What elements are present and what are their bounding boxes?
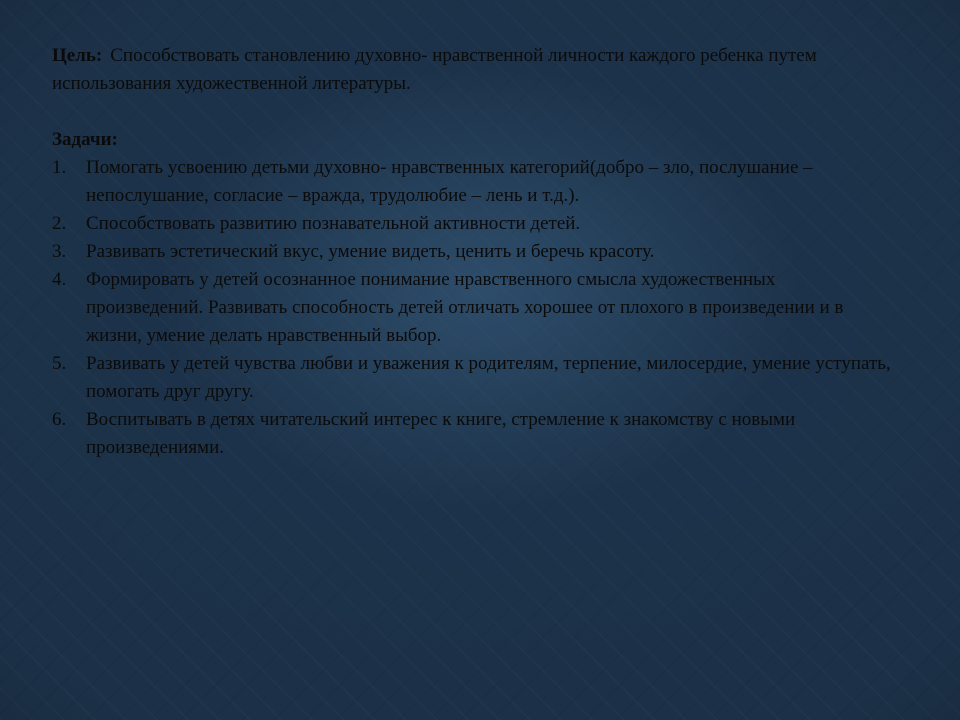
task-item-2 bbox=[52, 210, 892, 238]
task-item-6 bbox=[52, 406, 892, 462]
slide-content bbox=[52, 42, 892, 462]
task-text: Способствовать развитию познавательной активности детей. bbox=[86, 213, 581, 234]
task-number: 4. bbox=[52, 269, 67, 290]
tasks-heading: Задачи: bbox=[52, 129, 118, 150]
task-text: Развивать у детей чувства любви и уважения к родителям, терпение, милосердие, умение уступать, помогать друг другу. bbox=[86, 353, 891, 402]
goal-paragraph bbox=[52, 42, 892, 98]
task-item-3 bbox=[52, 238, 892, 266]
task-number: 3. bbox=[52, 241, 67, 262]
task-number: 2. bbox=[52, 213, 67, 234]
task-number: 5. bbox=[52, 353, 67, 374]
task-text: Формировать у детей осознанное понимание нравственного смысла художественных произведений. Развивать способность детей отличать хорошее от плохого в произведении и в жизни, умение делать нравственный выбор. bbox=[86, 269, 844, 346]
spacer bbox=[52, 98, 892, 126]
tasks-list bbox=[52, 154, 892, 462]
task-item-5 bbox=[52, 350, 892, 406]
task-number: 1. bbox=[52, 157, 67, 178]
task-text: Развивать эстетический вкус, умение видеть, ценить и беречь красоту. bbox=[86, 241, 655, 262]
task-text: Воспитывать в детях читательский интерес к книге, стремление к знакомству с новыми произведениями. bbox=[86, 409, 796, 458]
task-item-1 bbox=[52, 154, 892, 210]
goal-label: Цель: bbox=[52, 45, 103, 66]
task-item-4 bbox=[52, 266, 892, 350]
goal-text: Способствовать становлению духовно- нравственной личности каждого ребенка путем использования художественной литературы. bbox=[52, 45, 817, 94]
task-number: 6. bbox=[52, 409, 67, 430]
task-text: Помогать усвоению детьми духовно- нравственных категорий(добро – зло, послушание – непослушание, согласие – вражда, трудолюбие – лень и т.д.). bbox=[86, 157, 813, 206]
